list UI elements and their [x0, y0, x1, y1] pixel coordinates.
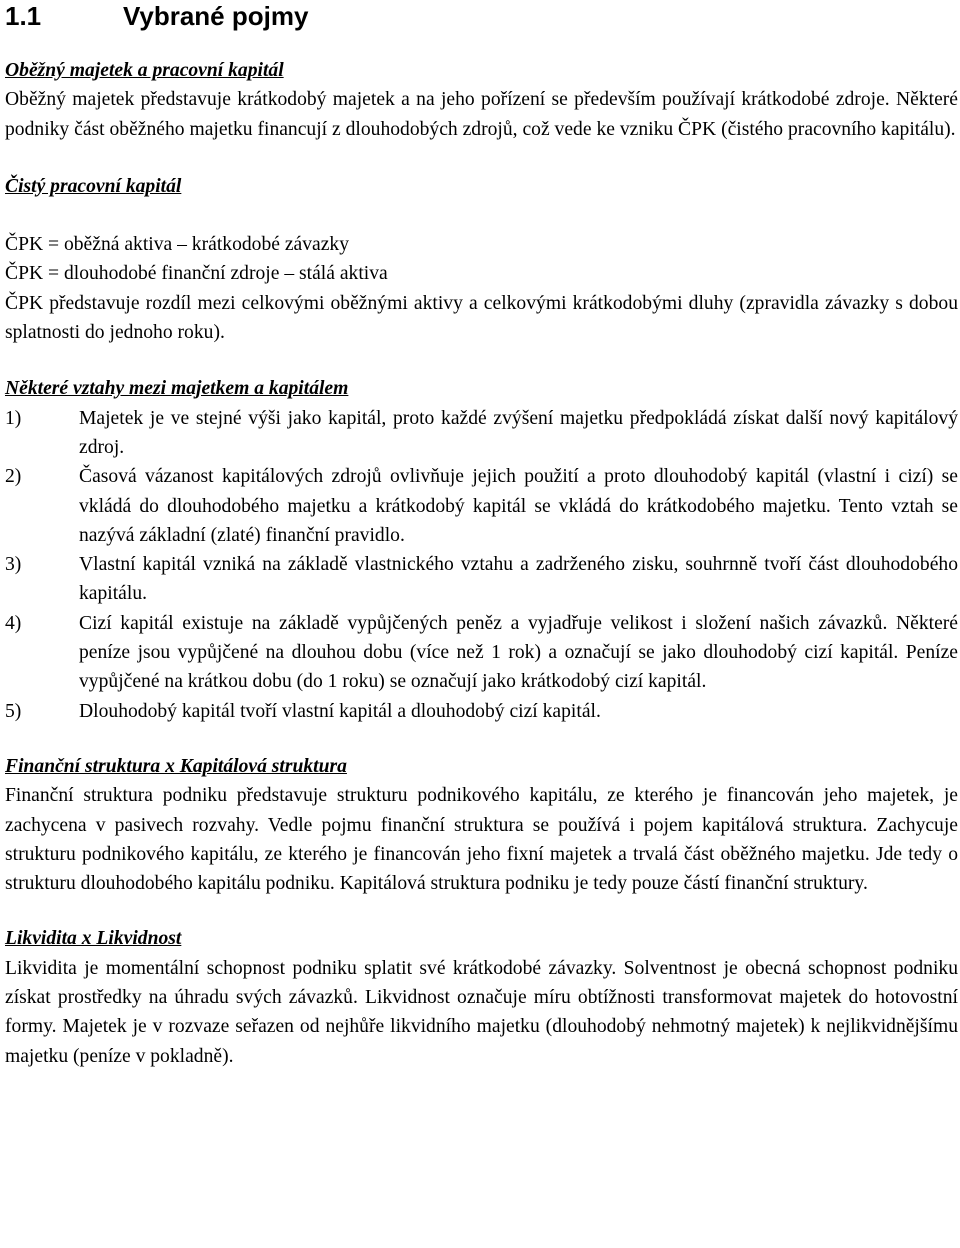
relations-list	[5, 404, 958, 726]
list-item	[5, 697, 958, 726]
section-text-obezny-majetek: Oběžný majetek představuje krátkodobý majetek a na jeho pořízení se především používají krátkodobé zdroje. Některé podniky část oběžného majetku financují z dlouhodobých zdrojů, což vede ke vzniku ČPK (čistého pracovního kapitálu).	[5, 89, 958, 140]
section-text-cpk: ČPK představuje rozdíl mezi celkovými oběžnými aktivy a celkovými krátkodobými dluhy (zpravidla závazky s dobou splatnosti do jednoho roku).	[5, 292, 958, 344]
list-item-text: Cizí kapitál existuje na základě vypůjčených peněz a vyjadřuje velikost i složení našich závazků. Některé peníze jsou vypůjčené na dlouhou dobu (více než 1 rok) a označují se jako dlouhodobý cizí kapitál. Peníze vypůjčené na krátkou dobu (do 1 roku) se označují jako krátkodobý cizí kapitál.	[79, 612, 958, 693]
formula-line-1: ČPK = oběžná aktiva – krátkodobé závazky	[5, 234, 350, 256]
section-text-likvidita: Likvidita je momentální schopnost podniku splatit své krátkodobé závazky. Solventnost je obecná schopnost podniku získat prostředky na úhradu svých závazků. Likvidnost označuje míru obtížnosti transformovat majetek do hotovostní formy. Majetek je v rozvaze seřazen od nejhůře likvidního majetku (dlouhodobý nehmotný majetek) k nejlikvidnějšímu majetku (peníze v pokladně).	[5, 957, 958, 1067]
list-item-number: 4)	[5, 612, 22, 634]
document-page	[5, 0, 958, 1071]
list-item-number: 1)	[5, 407, 22, 429]
list-item	[5, 609, 958, 697]
list-item	[5, 462, 958, 550]
section-heading-obezny-majetek: Oběžný majetek a pracovní kapitál	[5, 60, 284, 81]
list-item-text: Vlastní kapitál vzniká na základě vlastnického vztahu a zadrženého zisku, souhrnně tvoří část dlouhodobého kapitálu.	[79, 554, 958, 605]
list-item-number: 3)	[5, 554, 22, 576]
chapter-heading	[5, 0, 958, 37]
list-item-number: 5)	[5, 700, 22, 722]
chapter-number: 1.1	[5, 1, 42, 31]
chapter-title: Vybrané pojmy	[123, 1, 309, 31]
list-item-text: Časová vázanost kapitálových zdrojů ovlivňuje jejich použití a proto dlouhodobý kapitál (vlastní i cizí) se vkládá do dlouhodobého majetku a krátkodobý kapitál se vkládá do krátkodobého majetku. Tento vztah se nazývá základní (zlaté) finanční pravidlo.	[79, 466, 958, 546]
list-item-number: 2)	[5, 466, 22, 488]
list-item	[5, 404, 958, 463]
section-heading-likvidita: Likvidita x Likvidnost	[5, 928, 182, 950]
section-heading-cpk: Čistý pracovní kapitál	[5, 175, 182, 197]
list-item-text: Dlouhodobý kapitál tvoří vlastní kapitál a dlouhodobý cizí kapitál.	[79, 700, 601, 722]
list-item-text: Majetek je ve stejné výši jako kapitál, proto každé zvýšení majetku předpokládá získat další nový kapitálový zdroj.	[79, 407, 958, 458]
section-heading-vztahy: Některé vztahy mezi majetkem a kapitálem	[5, 378, 349, 400]
formula-line-2: ČPK = dlouhodobé finanční zdroje – stálá aktiva	[5, 263, 388, 285]
section-text-financni-struktura: Finanční struktura podniku představuje strukturu podnikového kapitálu, ze kterého je financován jeho majetek, je zachycena v pasivech rozvahy. Vedle pojmu finanční struktura se používá i pojem kapitálová struktura. Zachycuje strukturu podnikového kapitálu, ze kterého je financován jeho fixní majetek a trvalá část oběžného majetku. Jde tedy o strukturu dlouhodobého kapitálu podniku. Kapitálová struktura podniku je tedy pouze částí finanční struktury.	[5, 785, 958, 895]
list-item	[5, 550, 958, 609]
section-heading-financni-struktura: Finanční struktura x Kapitálová struktura	[5, 755, 347, 777]
